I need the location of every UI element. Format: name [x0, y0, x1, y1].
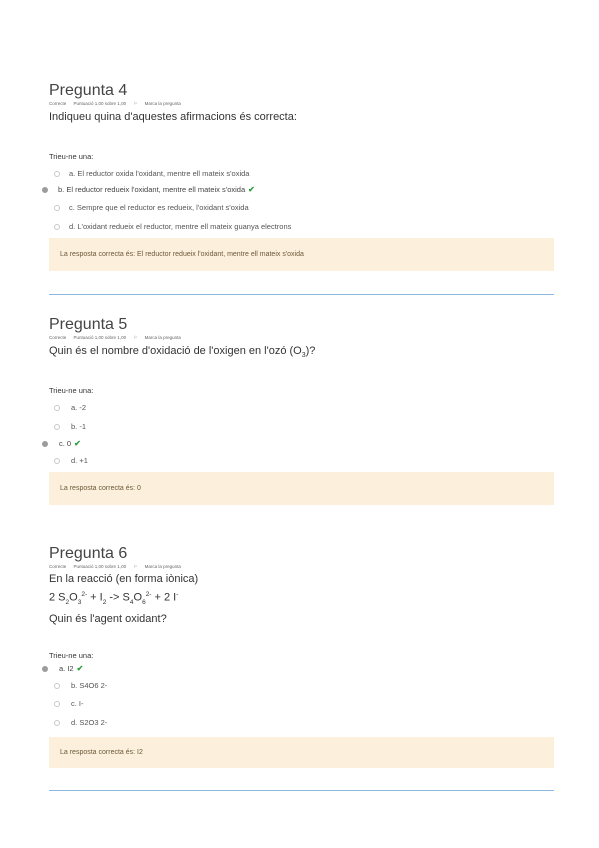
eq-subscript: 6 — [142, 598, 146, 606]
eq-part: + I — [87, 591, 103, 604]
question-4 — [49, 82, 554, 272]
option-label: c. I- — [71, 699, 84, 708]
radio-button[interactable] — [54, 424, 60, 430]
flag-icon: ⚐ — [133, 101, 138, 106]
option-c[interactable] — [49, 697, 84, 711]
flag-question-link[interactable] — [133, 101, 187, 106]
radio-button-selected[interactable] — [42, 187, 48, 193]
question-text-line1: En la reacció (en forma iònica) — [49, 573, 199, 585]
eq-superscript: 2- — [145, 591, 152, 598]
eq-superscript: - — [176, 591, 179, 598]
flag-label: Marca la pregunta — [144, 335, 181, 340]
score-text: Puntuació 1,00 sobre 1,00 — [73, 335, 127, 340]
eq-superscript: 2- — [81, 591, 88, 598]
question-title: Pregunta 5 — [49, 316, 128, 333]
question-text-end: )? — [305, 345, 316, 357]
option-label: d. L'oxidant redueix el reductor, mentre ell mateix guanya electrons — [69, 222, 292, 231]
answer-prompt: Trieu-ne una: — [49, 386, 94, 395]
flag-icon: ⚐ — [133, 564, 138, 569]
option-label: b. El reductor redueix l'oxidant, mentre ell mateix s'oxida — [58, 185, 246, 194]
option-a[interactable] — [49, 662, 83, 676]
score-text: Puntuació 1,00 sobre 1,00 — [73, 564, 127, 569]
eq-part: + 2 I — [151, 591, 177, 604]
option-label: a. -2 — [71, 403, 87, 412]
radio-button-selected[interactable] — [42, 441, 48, 447]
subscript: 3 — [301, 352, 306, 360]
eq-part: O — [69, 591, 78, 604]
check-icon: ✔ — [74, 439, 81, 448]
question-text — [49, 344, 554, 363]
check-icon: ✔ — [248, 185, 255, 194]
option-label: b. -1 — [71, 422, 87, 431]
eq-part: O — [133, 591, 143, 604]
status-text: Correcte — [49, 335, 67, 340]
radio-button[interactable] — [54, 720, 60, 726]
reaction-equation — [49, 588, 554, 610]
option-d[interactable] — [49, 220, 291, 234]
option-label: c. Sempre que el reductor es redueix, l'oxidant s'oxida — [69, 203, 249, 212]
option-a[interactable] — [49, 401, 86, 415]
flag-label: Marca la pregunta — [144, 564, 181, 569]
correct-answer-feedback: La resposta correcta és: 0 — [49, 472, 554, 505]
option-label: a. El reductor oxida l'oxidant, mentre ell mateix s'oxida — [69, 169, 250, 178]
flag-label: Marca la pregunta — [144, 101, 181, 106]
question-info — [49, 335, 554, 341]
option-a[interactable] — [49, 167, 249, 181]
question-separator — [49, 294, 554, 295]
flag-icon: ⚐ — [133, 335, 138, 340]
option-d[interactable] — [49, 716, 107, 730]
radio-button[interactable] — [54, 458, 60, 464]
option-label: c. 0 — [59, 439, 72, 448]
correct-answer-feedback: La resposta correcta és: El reductor redueix l'oxidant, mentre ell mateix s'oxida — [49, 238, 554, 271]
radio-button[interactable] — [54, 683, 60, 689]
status-text: Correcte — [49, 101, 67, 106]
option-b[interactable] — [49, 420, 86, 434]
flag-question-link[interactable] — [133, 335, 187, 340]
option-b[interactable] — [49, 183, 255, 197]
option-label: b. S4O6 2- — [71, 681, 108, 690]
flag-question-link[interactable] — [133, 564, 187, 569]
check-icon: ✔ — [76, 664, 84, 673]
status-text: Correcte — [49, 564, 67, 569]
option-c[interactable] — [49, 201, 249, 215]
option-b[interactable] — [49, 679, 107, 693]
radio-button[interactable] — [54, 701, 60, 707]
question-separator — [49, 790, 554, 791]
score-text: Puntuació 1,00 sobre 1,00 — [73, 101, 127, 106]
radio-button[interactable] — [54, 224, 60, 230]
question-title: Pregunta 6 — [49, 545, 128, 562]
answer-prompt: Trieu-ne una: — [49, 651, 94, 660]
question-text-main: Quin és el nombre d'oxidació de l'oxigen en l'ozó (O — [49, 345, 302, 357]
question-text: Indiqueu quina d'aquestes afirmacions és correcta: — [49, 111, 297, 123]
answer-prompt: Trieu-ne una: — [49, 152, 94, 161]
radio-button-selected[interactable] — [42, 666, 48, 672]
eq-subscript: 2 — [65, 598, 70, 606]
correct-answer-feedback: La resposta correcta és: I2 — [49, 737, 554, 768]
eq-subscript: 3 — [77, 598, 82, 606]
option-label: a. I2 — [59, 664, 74, 673]
option-label: d. S2O3 2- — [71, 718, 108, 727]
radio-button[interactable] — [54, 205, 60, 211]
option-c[interactable] — [49, 437, 81, 451]
question-text-line3: Quin és l'agent oxidant? — [49, 612, 167, 625]
option-label: d. +1 — [71, 456, 88, 465]
eq-subscript: 2 — [102, 598, 107, 606]
radio-button[interactable] — [54, 405, 60, 411]
question-title: Pregunta 4 — [49, 82, 128, 99]
question-info — [49, 564, 554, 570]
option-d[interactable] — [49, 454, 88, 468]
radio-button[interactable] — [54, 171, 60, 177]
eq-part: -> S — [106, 591, 130, 604]
question-6 — [49, 545, 554, 785]
eq-part: 2 S — [49, 591, 66, 604]
eq-subscript: 4 — [129, 598, 134, 606]
question-info — [49, 101, 554, 107]
question-5 — [49, 316, 554, 506]
